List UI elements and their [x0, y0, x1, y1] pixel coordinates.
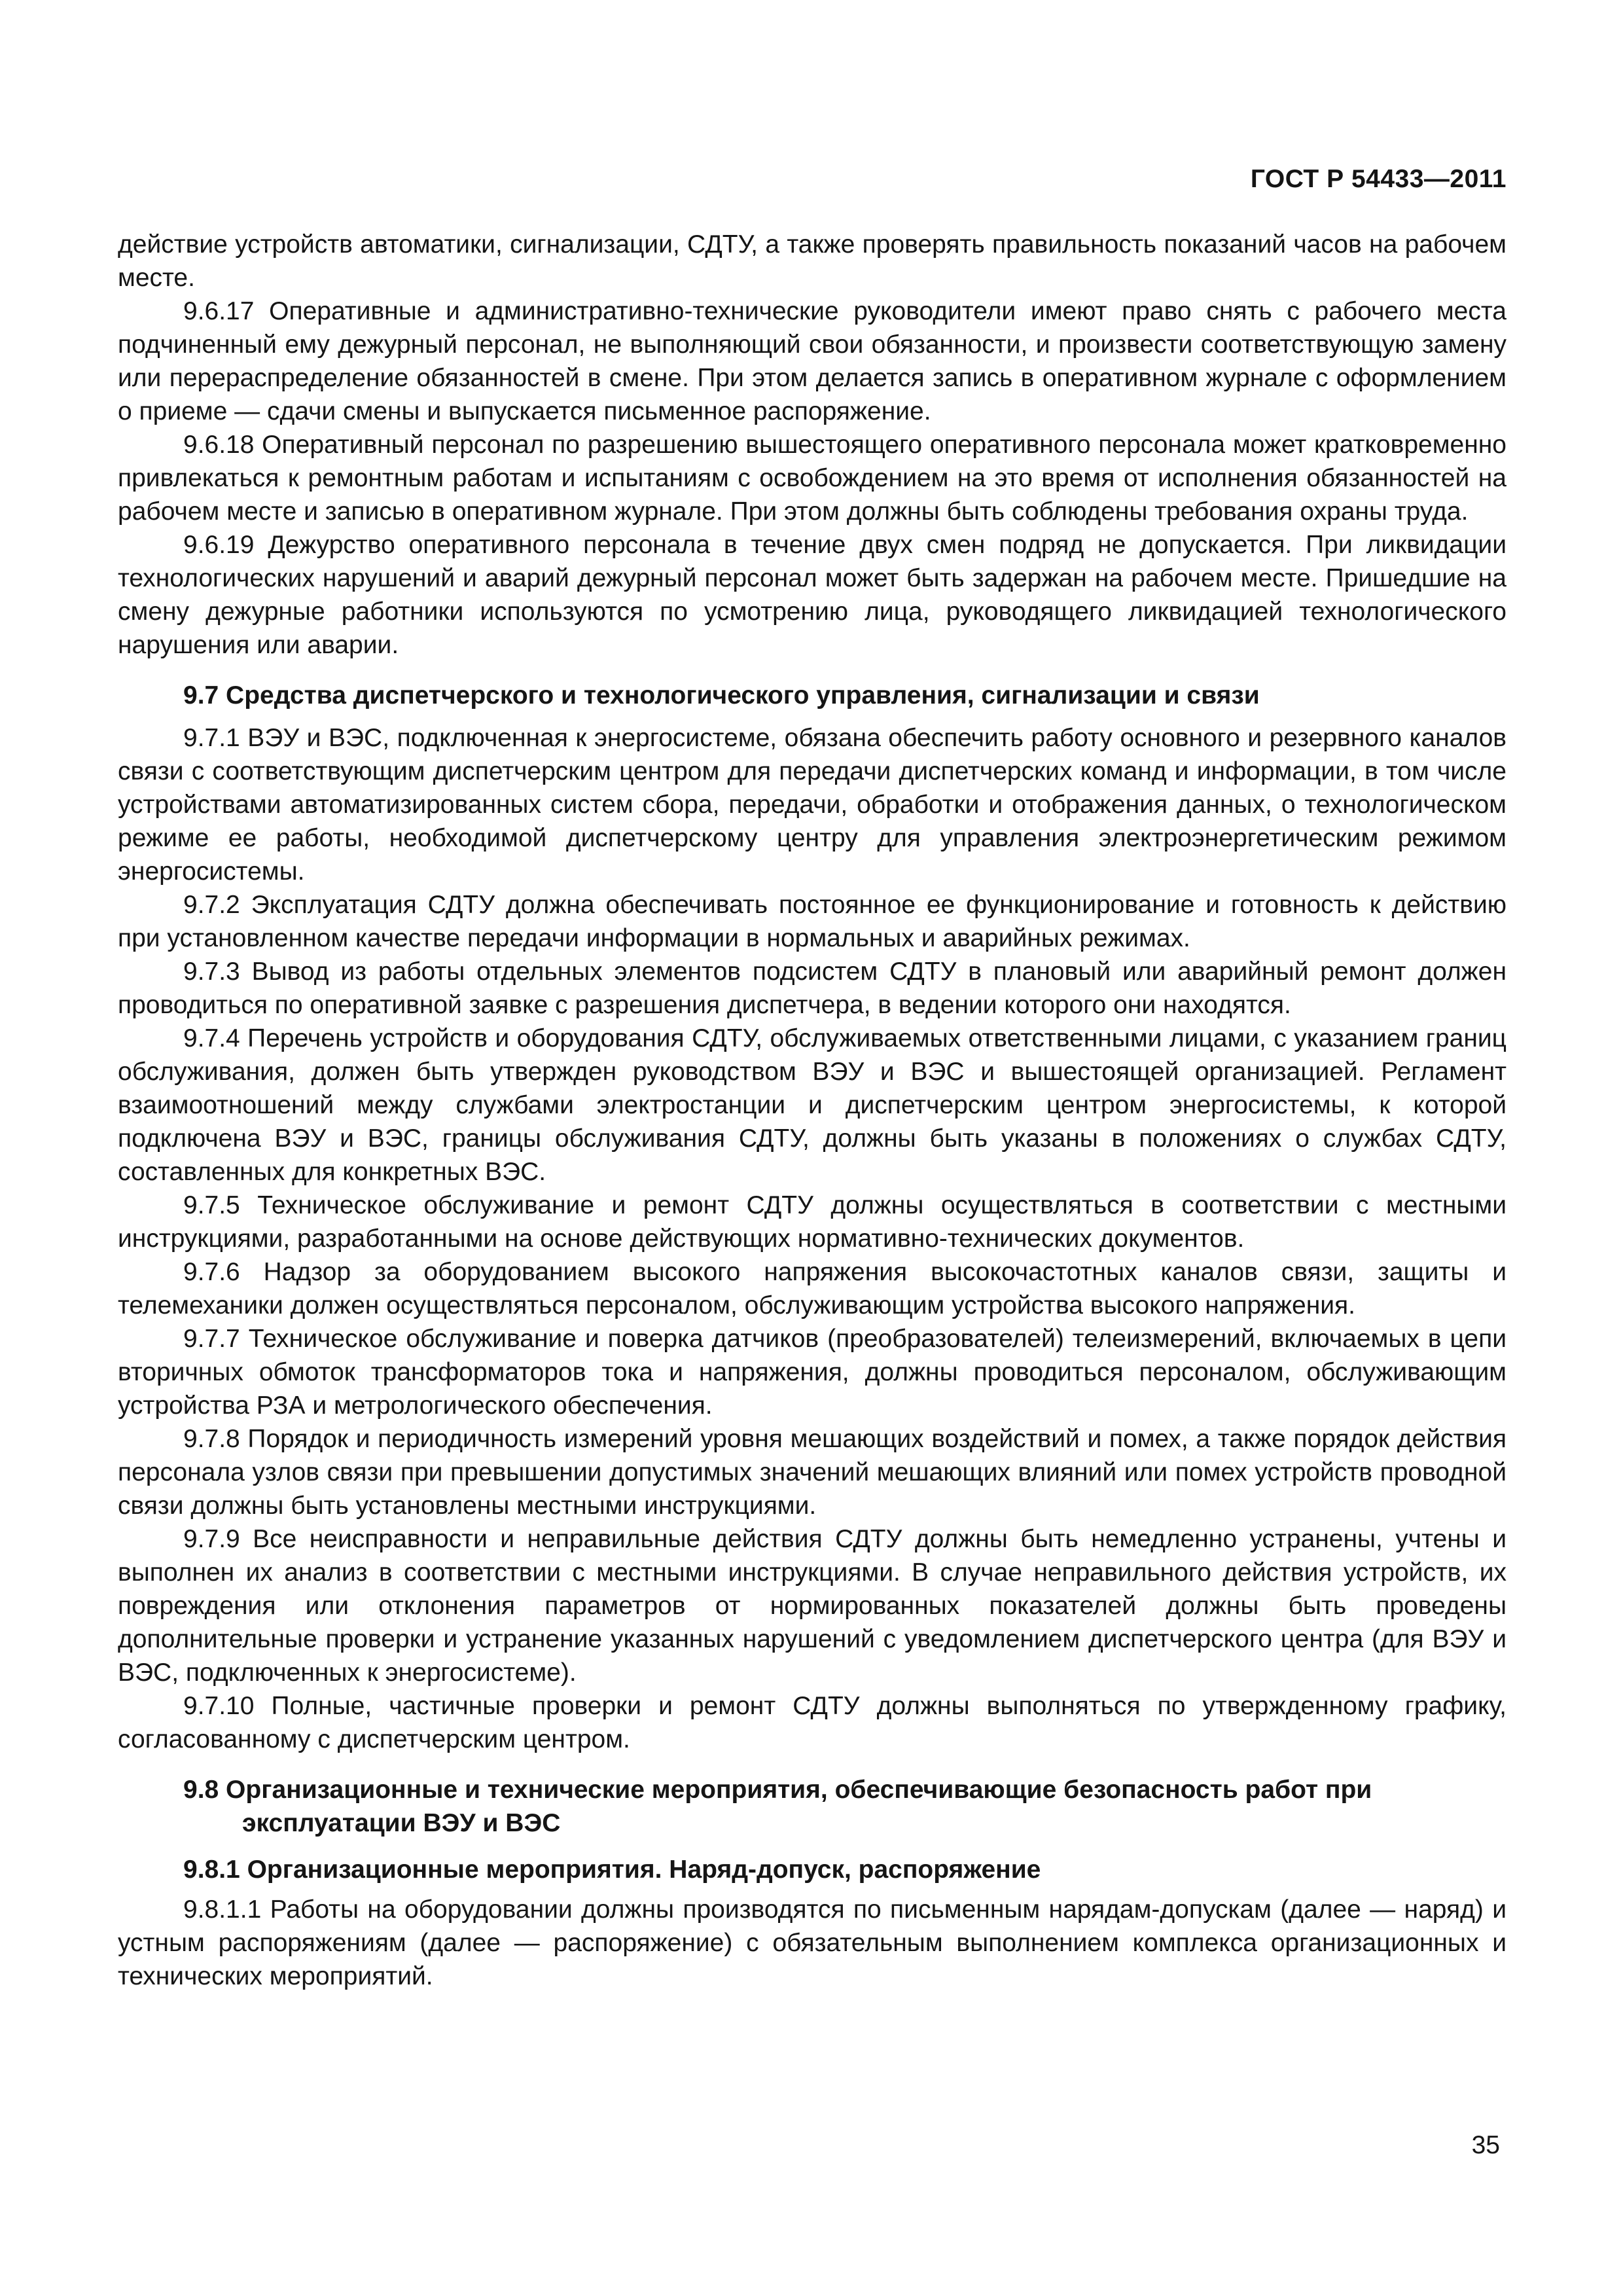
page-number: 35	[1471, 2131, 1500, 2159]
body-paragraph: 9.7.2 Эксплуатация СДТУ должна обеспечивать постоянное ее функционирование и готовность к действию при установленном качестве передачи информации в нормальных и аварийных режимах.	[118, 891, 1507, 952]
body-paragraph: 9.7.6 Надзор за оборудованием высокого напряжения высокочастотных каналов связи, защиты и телемеханики должен осуществляться персоналом, обслуживающим устройства высокого напряжения.	[118, 1258, 1507, 1319]
body-paragraph: 9.7.10 Полные, частичные проверки и ремонт СДТУ должны выполняться по утвержденному графику, согласованному с диспетчерским центром.	[118, 1692, 1507, 1753]
body-paragraph: 9.7.1 ВЭУ и ВЭС, подключенная к энергосистеме, обязана обеспечить работу основного и резервного каналов связи с соответствующим диспетчерским центром для передачи диспетчерских команд и информации, в том числе устройствами автоматизированных систем сбора, передачи, обработки и отображения данных, о технологическом режиме ее работы, необходимой диспетчерскому центру для управления электроэнергетическим режимом энергосистемы.	[118, 724, 1507, 886]
section-heading-9-8-1: 9.8.1 Организационные мероприятия. Наряд-допуск, распоряжение	[183, 1856, 1041, 1884]
body-paragraph: 9.6.18 Оперативный персонал по разрешению вышестоящего оперативного персонала может кратковременно привлекаться к ремонтным работам и испытаниям с освобождением на это время от исполнения обязанностей на рабочем месте и записью в оперативном журнале. При этом должны быть соблюдены требования охраны труда.	[118, 431, 1507, 526]
body-paragraph: 9.8.1.1 Работы на оборудовании должны производятся по письменным нарядам-допускам (далее — наряд) и устным распоряжениям (далее — распоряжение) с обязательным выполнением комплекса организационных и технических мероприятий.	[118, 1895, 1507, 1990]
document-content	[118, 228, 1507, 1993]
body-paragraph: 9.7.5 Техническое обслуживание и ремонт СДТУ должны осуществляться в соответствии с местными инструкциями, разработанными на основе действующих нормативно-технических документов.	[118, 1191, 1507, 1253]
section-heading-9-7: 9.7 Средства диспетчерского и технологического управления, сигнализации и связи	[183, 681, 1260, 709]
body-paragraph: 9.6.19 Дежурство оперативного персонала в течение двух смен подряд не допускается. При ликвидации технологических нарушений и аварий дежурный персонал может быть задержан на рабочем месте. Пришедшие на смену дежурные работники используются по усмотрению лица, руководящего ликвидацией технологического нарушения или аварии.	[118, 531, 1507, 659]
body-paragraph: 9.7.8 Порядок и периодичность измерений уровня мешающих воздействий и помех, а также порядок действия персонала узлов связи при превышении допустимых значений мешающих влияний или помех устройств проводной связи должны быть установлены местными инструкциями.	[118, 1425, 1507, 1520]
body-paragraph: 9.7.4 Перечень устройств и оборудования СДТУ, обслуживаемых ответственными лицами, с указанием границ обслуживания, должен быть утвержден руководством ВЭУ и ВЭС и вышестоящей организацией. Регламент взаимоотношений между службами электростанции и диспетчерским центром энергосистемы, к которой подключена ВЭУ и ВЭС, границы обслуживания СДТУ, должны быть указаны в положениях о службах СДТУ, составленных для конкретных ВЭС.	[118, 1024, 1507, 1186]
body-paragraph: 9.7.9 Все неисправности и неправильные действия СДТУ должны быть немедленно устранены, учтены и выполнен их анализ в соответствии с местными инструкциями. В случае неправильного действия устройств, их повреждения или отклонения параметров от нормированных показателей должны быть проведены дополнительные проверки и устранение указанных нарушений с уведомлением диспетчерского центра (для ВЭУ и ВЭС, подключенных к энергосистеме).	[118, 1525, 1507, 1687]
section-heading-9-8: 9.8 Организационные и технические мероприятия, обеспечивающие безопасность работ при эксплуатации ВЭУ и ВЭС	[183, 1776, 1372, 1837]
body-paragraph: 9.6.17 Оперативные и административно-технические руководители имеют право снять с рабочего места подчиненный ему дежурный персонал, не выполняющий свои обязанности, и произвести соответствующую замену или перераспределение обязанностей в смене. При этом делается запись в оперативном журнале с оформлением о приеме — сдачи смены и выпускается письменное распоряжение.	[118, 297, 1507, 425]
body-paragraph: действие устройств автоматики, сигнализации, СДТУ, а также проверять правильность показаний часов на рабочем месте.	[118, 230, 1507, 292]
body-paragraph: 9.7.3 Вывод из работы отдельных элементов подсистем СДТУ в плановый или аварийный ремонт должен проводиться по оперативной заявке с разрешения диспетчера, в ведении которого они находятся.	[118, 958, 1507, 1019]
running-header: ГОСТ Р 54433—2011	[1250, 165, 1507, 193]
body-paragraph: 9.7.7 Техническое обслуживание и поверка датчиков (преобразователей) телеизмерений, включаемых в цепи вторичных обмоток трансформаторов тока и напряжения, должны проводиться персоналом, обслуживающим устройства РЗА и метрологического обеспечения.	[118, 1325, 1507, 1420]
